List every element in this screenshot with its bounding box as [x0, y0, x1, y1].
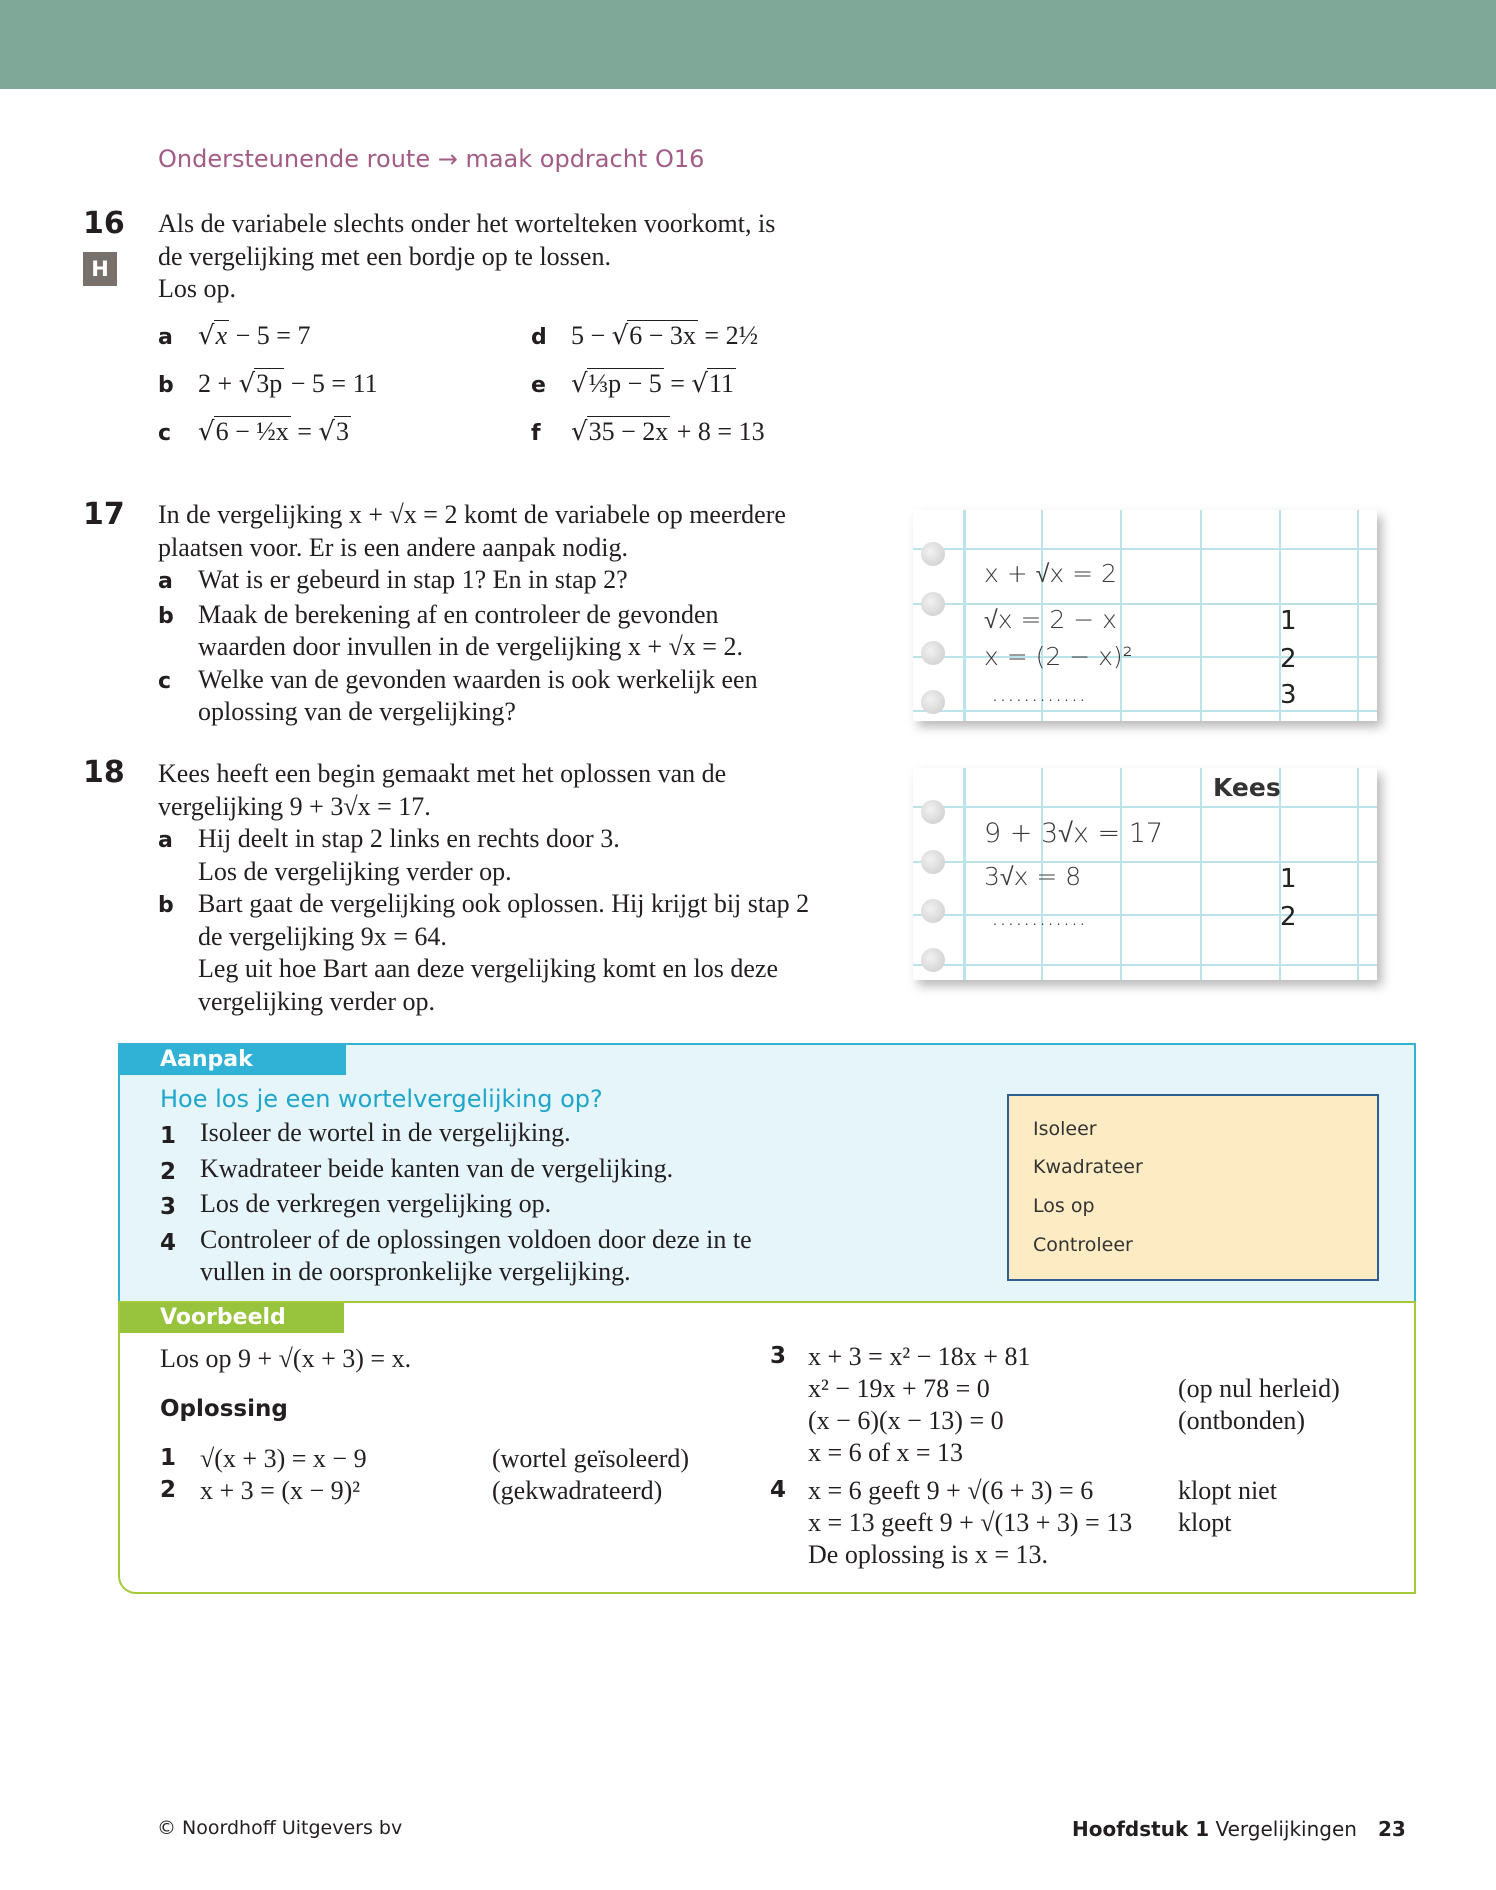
chapter-name: Vergelijkingen — [1209, 1817, 1357, 1841]
punch-hole — [921, 800, 945, 824]
step-text: Kwadrateer beide kanten van de vergelijking. — [200, 1153, 674, 1183]
text-line: de vergelijking 9x = 64. — [198, 921, 447, 951]
step-number: 1 — [160, 1445, 177, 1471]
note-line: 3√x = 8 — [984, 862, 1082, 891]
step-note: (op nul herleid) — [1178, 1374, 1340, 1403]
q16-part-d: d 5 − √6 − 3x = 2½ — [531, 320, 758, 355]
note-line: x = (2 − x)² — [984, 642, 1133, 671]
aanpak-step — [160, 1188, 752, 1224]
step-note: klopt niet — [1178, 1476, 1277, 1505]
radicand: 6 − 3x — [629, 321, 696, 350]
note-line: ............ — [991, 902, 1087, 931]
voorbeeld-tab: Voorbeeld — [120, 1303, 344, 1333]
step-line: (x − 6)(x − 13) = 0 — [808, 1406, 1004, 1435]
q16-part-f: f √35 − 2x + 8 = 13 — [531, 416, 765, 451]
step-equation: √(x + 3) = x − 9 — [200, 1444, 367, 1473]
equation-mid: = — [663, 369, 692, 398]
aanpak-question: Hoe los je een wortelvergelijking op? — [160, 1085, 603, 1113]
question-18-text — [158, 758, 809, 1018]
step-text: Isoleer de wortel in de vergelijking. — [200, 1118, 571, 1147]
note-step-number: 1 — [1280, 864, 1297, 894]
question-16-text — [158, 208, 775, 306]
radicand: 3p — [256, 369, 283, 398]
part-label: b — [158, 603, 174, 629]
radicand: 11 — [709, 369, 735, 398]
part-label: a — [158, 569, 173, 594]
step-number: 3 — [160, 1194, 177, 1220]
step-number: 4 — [770, 1477, 787, 1503]
note-step-number: 1 — [1280, 606, 1297, 636]
route-link[interactable]: Ondersteunende route → maak opdracht O16 — [158, 145, 705, 173]
equation-mid: = — [290, 417, 319, 446]
note-line: 9 + 3√x = 17 — [984, 818, 1164, 849]
header-band — [0, 0, 1496, 89]
punch-hole — [921, 641, 945, 665]
aanpak-box — [118, 1043, 1416, 1301]
text-line: vergelijking 9 + 3√x = 17. — [158, 791, 431, 821]
step-number: 1 — [160, 1123, 177, 1149]
note-line: x + √x = 2 — [984, 559, 1117, 588]
aanpak-tab: Aanpak — [120, 1045, 346, 1075]
q16-part-b: b 2 + √3p − 5 = 11 — [158, 368, 378, 403]
text-line: Maak de berekening af en controleer de gevonden — [198, 599, 719, 629]
part-label: e — [531, 373, 546, 398]
step-note: (ontbonden) — [1178, 1406, 1306, 1435]
summary-item: Controleer — [1033, 1234, 1133, 1256]
part-label: c — [158, 421, 172, 446]
note-step-number: 2 — [1280, 644, 1297, 674]
step-note: (gekwadrateerd) — [492, 1476, 663, 1505]
text-line: oplossing van de vergelijking? — [198, 697, 516, 726]
notebook-note-17 — [913, 510, 1377, 721]
step-line: x = 6 geeft 9 + √(6 + 3) = 6 — [808, 1476, 1094, 1505]
notebook-note-18 — [913, 768, 1377, 980]
q18-part-b — [158, 888, 809, 1018]
aanpak-step — [160, 1224, 752, 1289]
part-label: c — [158, 668, 172, 694]
question-18-number: 18 — [83, 755, 125, 790]
example-task: Los op 9 + √(x + 3) = x. — [160, 1344, 412, 1373]
copyright: © Noordhoff Uitgevers bv — [157, 1817, 403, 1839]
step-line: x = 13 geeft 9 + √(13 + 3) = 13 — [808, 1508, 1133, 1537]
punch-hole — [921, 690, 945, 714]
step-line: x = 6 of x = 13 — [808, 1438, 963, 1467]
equation-rest: − 5 = 7 — [229, 321, 311, 350]
step-line: De oplossing is x = 13. — [808, 1540, 1049, 1569]
step-line: x² − 19x + 78 = 0 — [808, 1374, 990, 1403]
note-step-number: 2 — [1280, 902, 1297, 932]
text-line: de vergelijking met een bordje op te lossen. — [158, 241, 611, 271]
page-number: 23 — [1378, 1817, 1406, 1841]
equation-pre: 5 − — [571, 321, 612, 350]
part-label: d — [531, 325, 547, 350]
part-label: a — [158, 325, 173, 350]
question-16-number: 16 — [83, 206, 125, 241]
equation-rest: − 5 = 11 — [284, 369, 378, 398]
step-number: 3 — [770, 1343, 787, 1369]
q16-part-e: e √⅓p − 5 = √11 — [531, 368, 736, 403]
voorbeeld-box — [118, 1301, 1416, 1594]
part-label: a — [158, 828, 173, 853]
text-line: Los de vergelijking verder op. — [198, 856, 512, 886]
h-badge: H — [83, 252, 117, 286]
part-label: b — [158, 893, 174, 918]
equation-rest: + 8 = 13 — [670, 417, 765, 446]
text-line: Leg uit hoe Bart aan deze vergelijking komt en los deze — [198, 954, 778, 983]
step-text: Controleer of de oplossingen voldoen door deze in te — [200, 1224, 752, 1254]
punch-hole — [921, 542, 945, 566]
text-line: Welke van de gevonden waarden is ook werkelijk een — [198, 664, 758, 694]
note-author-name: Kees — [1213, 773, 1281, 802]
summary-item: Kwadrateer — [1033, 1156, 1143, 1178]
question-17-text — [158, 499, 786, 729]
note-line: √x = 2 − x — [984, 605, 1117, 634]
part-label: b — [158, 373, 174, 398]
summary-item: Isoleer — [1033, 1118, 1097, 1140]
radicand: ⅓p − 5 — [588, 369, 662, 398]
step-number: 2 — [160, 1477, 177, 1503]
q17-part-a — [158, 564, 786, 599]
radicand: x — [215, 321, 228, 350]
summary-box — [1007, 1094, 1379, 1281]
text-line: vergelijking verder op. — [198, 986, 436, 1016]
text-line: In de vergelijking x + √x = 2 komt de variabele op meerdere — [158, 500, 786, 529]
text-line: Als de variabele slechts onder het wortelteken voorkomt, is — [158, 209, 776, 238]
q18-part-a — [158, 823, 809, 888]
step-equation: x + 3 = (x − 9)² — [200, 1476, 361, 1505]
step-text: Los de verkregen vergelijking op. — [200, 1189, 552, 1218]
q17-part-c — [158, 664, 786, 729]
text-line: waarden door invullen in de vergelijking x + √x = 2. — [198, 632, 743, 661]
punch-hole — [921, 948, 945, 972]
part-label: f — [531, 421, 541, 446]
text-line: Los op. — [158, 274, 236, 303]
equation-rest: = 2½ — [697, 321, 759, 350]
note-line: ............ — [991, 678, 1087, 707]
punch-hole — [921, 899, 945, 923]
q16-part-a: a √x − 5 = 7 — [158, 320, 310, 355]
chapter-title — [1072, 1817, 1357, 1841]
punch-hole — [921, 592, 945, 616]
q17-part-b — [158, 599, 786, 664]
text-line: plaatsen voor. Er is een andere aanpak nodig. — [158, 532, 628, 562]
aanpak-steps — [160, 1117, 752, 1289]
aanpak-step — [160, 1153, 752, 1189]
radicand: 35 − 2x — [588, 417, 669, 446]
step-number: 2 — [160, 1158, 177, 1185]
radicand: 3 — [336, 417, 349, 446]
text-line: Wat is er gebeurd in stap 1? En in stap 2? — [198, 565, 628, 594]
text-line: Bart gaat de vergelijking ook oplossen. Hij krijgt bij stap 2 — [198, 889, 810, 918]
text-line: Hij deelt in stap 2 links en rechts door 3. — [198, 824, 620, 853]
oplossing-heading: Oplossing — [160, 1396, 288, 1422]
punch-hole — [921, 850, 945, 874]
q16-part-c: c √6 − ½x = √3 — [158, 416, 351, 451]
step-note: klopt — [1178, 1508, 1232, 1537]
radicand: 6 − ½x — [215, 417, 289, 446]
step-note: (wortel geïsoleerd) — [492, 1444, 690, 1473]
question-17-number: 17 — [83, 497, 125, 532]
step-number: 4 — [160, 1229, 177, 1256]
chapter-number: Hoofdstuk 1 — [1072, 1817, 1210, 1841]
summary-item: Los op — [1033, 1195, 1095, 1217]
step-text: vullen in de oorspronkelijke vergelijking. — [200, 1257, 631, 1286]
aanpak-step — [160, 1117, 752, 1153]
note-step-number: 3 — [1280, 680, 1297, 710]
text-line: Kees heeft een begin gemaakt met het oplossen van de — [158, 759, 727, 788]
step-line: x + 3 = x² − 18x + 81 — [808, 1342, 1031, 1371]
equation-pre: 2 + — [198, 369, 239, 398]
